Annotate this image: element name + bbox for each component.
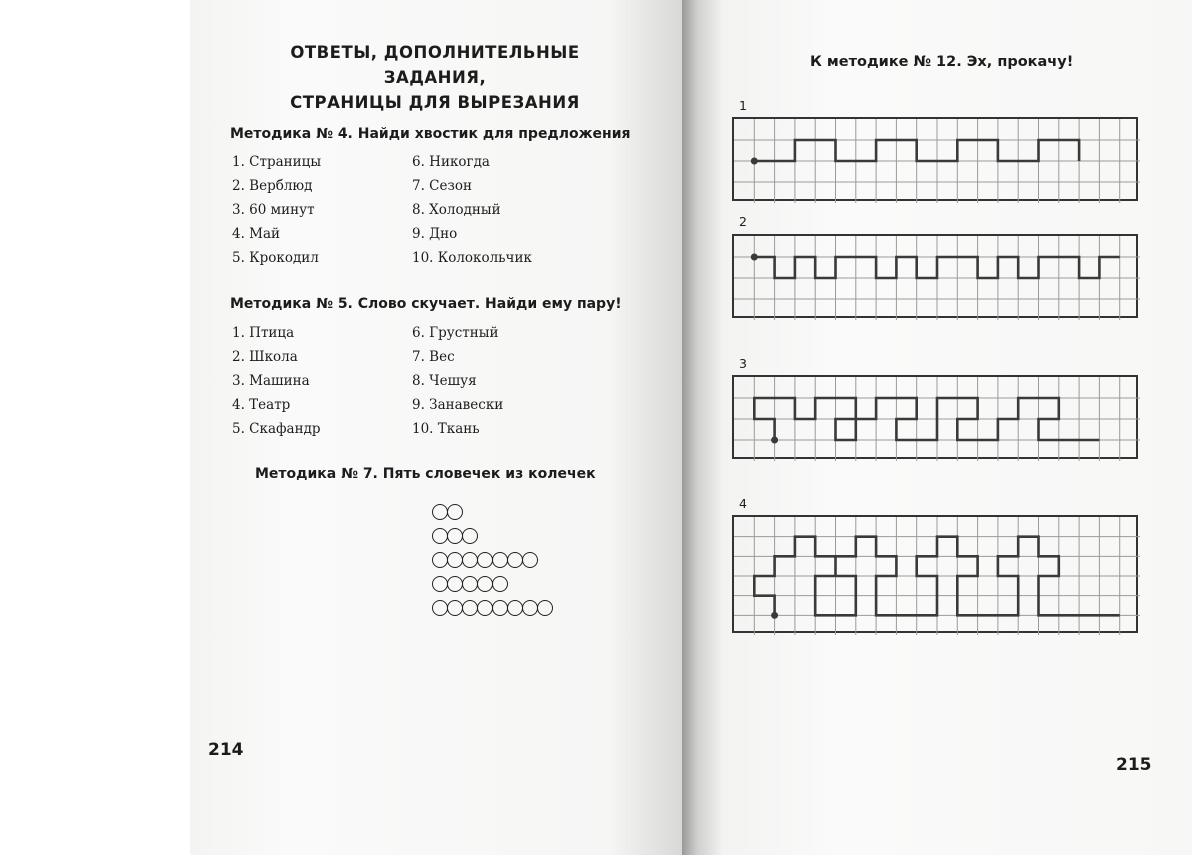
left-page xyxy=(190,0,682,855)
title-line-2: СТРАНИЦЫ ДЛЯ ВЫРЕЗАНИЯ xyxy=(290,93,580,112)
ring-row xyxy=(432,524,552,548)
ring-circle xyxy=(432,600,448,616)
list-item: 9. Занавески xyxy=(412,397,504,413)
answers-col-2-section-4 xyxy=(412,150,532,270)
list-item: 2. Верблюд xyxy=(232,178,313,194)
ring-circle xyxy=(492,552,508,568)
title-line-1: ОТВЕТЫ, ДОПОЛНИТЕЛЬНЫЕ ЗАДАНИЯ, xyxy=(290,43,580,87)
list-item: 5. Крокодил xyxy=(232,250,319,266)
start-dot xyxy=(771,612,778,619)
right-page-title: К методике № 12. Эх, прокачу! xyxy=(810,54,1074,70)
path-grid-1 xyxy=(732,117,1138,201)
list-item: 8. Чешуя xyxy=(412,373,477,389)
list-item: 6. Грустный xyxy=(412,325,499,341)
ring-circle xyxy=(447,528,463,544)
list-item: 1. Птица xyxy=(232,325,295,341)
path-grid-2 xyxy=(732,234,1138,318)
page-number-right: 215 xyxy=(1116,755,1152,775)
ring-circle xyxy=(477,552,493,568)
ring-circle xyxy=(492,600,508,616)
ring-circle xyxy=(447,576,463,592)
right-page xyxy=(682,0,1192,855)
ring-circle xyxy=(432,552,448,568)
list-item: 10. Ткань xyxy=(412,421,480,437)
list-item: 5. Скафандр xyxy=(232,421,321,437)
ring-circle xyxy=(432,528,448,544)
ring-row xyxy=(432,500,552,524)
grid-drawing-1 xyxy=(734,119,1140,203)
list-item: 2. Школа xyxy=(232,349,298,365)
section-title-5: Методика № 5. Слово скучает. Найди ему пару! xyxy=(230,296,622,312)
answers-col-1-section-4 xyxy=(232,150,321,270)
ring-row xyxy=(432,572,552,596)
list-item: 10. Колокольчик xyxy=(412,250,532,266)
grid-drawing-3 xyxy=(734,377,1140,461)
list-item: 4. Театр xyxy=(232,397,291,413)
ring-circle xyxy=(462,552,478,568)
path-grid-4 xyxy=(732,515,1138,633)
grid-number-1: 1 xyxy=(739,98,747,113)
path-grid-3 xyxy=(732,375,1138,459)
list-item: 1. Страницы xyxy=(232,154,322,170)
list-item: 3. Машина xyxy=(232,373,310,389)
section-title-7: Методика № 7. Пять словечек из колечек xyxy=(255,466,596,482)
ring-circle xyxy=(477,600,493,616)
page-title xyxy=(250,40,620,115)
ring-rows xyxy=(432,500,552,620)
ring-circle xyxy=(447,552,463,568)
ring-row xyxy=(432,548,552,572)
section-title-4: Методика № 4. Найди хвостик для предложения xyxy=(230,126,631,142)
grid-number-3: 3 xyxy=(739,356,747,371)
grid-drawing-2 xyxy=(734,236,1140,320)
ring-circle xyxy=(447,600,463,616)
page-number-left: 214 xyxy=(208,740,244,760)
ring-circle xyxy=(507,600,523,616)
ring-circle xyxy=(522,600,538,616)
ring-row xyxy=(432,596,552,620)
route-path xyxy=(754,140,1079,161)
grid-number-4: 4 xyxy=(739,496,747,511)
grid-drawing-4 xyxy=(734,517,1140,635)
answers-col-1-section-5 xyxy=(232,321,321,441)
ring-circle xyxy=(492,576,508,592)
ring-circle xyxy=(462,600,478,616)
list-item: 3. 60 минут xyxy=(232,202,315,218)
ring-circle xyxy=(537,600,553,616)
list-item: 7. Вес xyxy=(412,349,455,365)
ring-circle xyxy=(432,576,448,592)
start-dot xyxy=(751,158,758,165)
ring-circle xyxy=(462,576,478,592)
ring-circle xyxy=(522,552,538,568)
grid-number-2: 2 xyxy=(739,214,747,229)
ring-circle xyxy=(462,528,478,544)
list-item: 7. Сезон xyxy=(412,178,472,194)
ring-circle xyxy=(507,552,523,568)
ring-circle xyxy=(432,504,448,520)
list-item: 6. Никогда xyxy=(412,154,490,170)
list-item: 9. Дно xyxy=(412,226,458,242)
start-dot xyxy=(771,437,778,444)
route-path xyxy=(754,257,1119,278)
start-dot xyxy=(751,254,758,261)
ring-circle xyxy=(447,504,463,520)
ring-circle xyxy=(477,576,493,592)
list-item: 4. Май xyxy=(232,226,281,242)
answers-col-2-section-5 xyxy=(412,321,503,441)
list-item: 8. Холодный xyxy=(412,202,501,218)
